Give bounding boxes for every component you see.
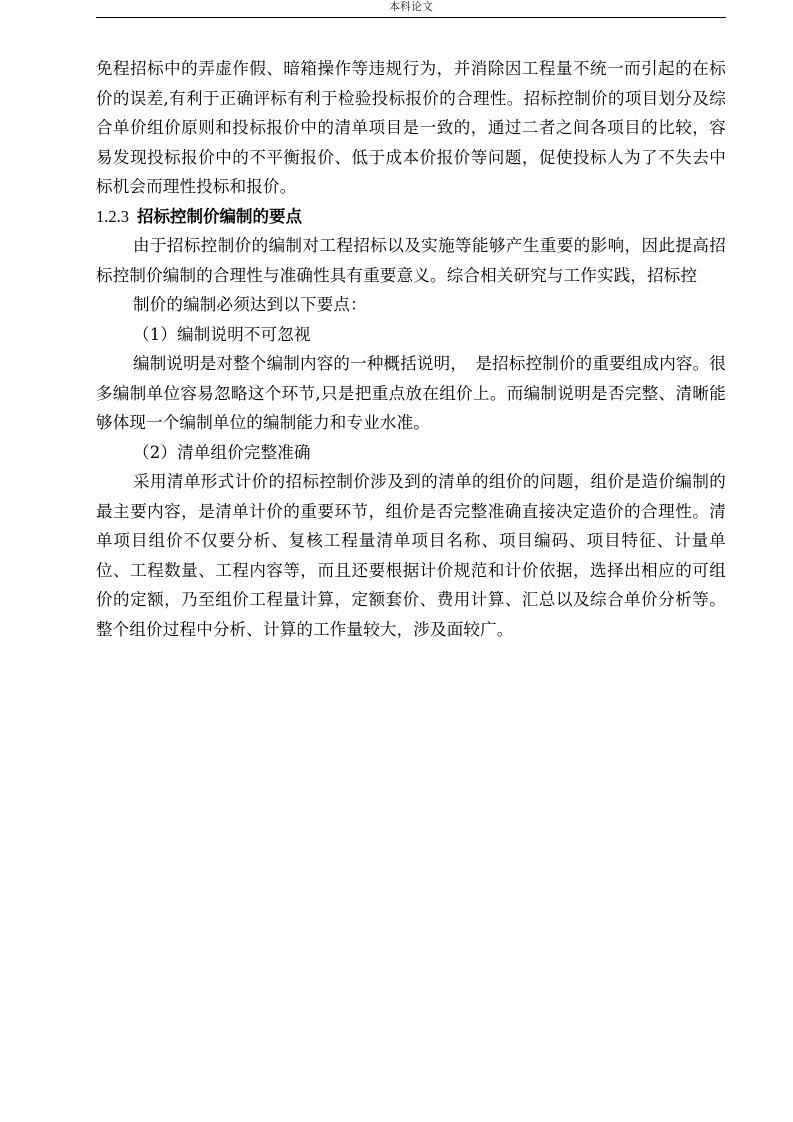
intro-paragraph: 由于招标控制价的编制对工程招标以及实施等能够产生重要的影响，因此提高招标控制价编制的合理性与准确性具有重要意义。综合相关研究与工作实践，招标控 <box>96 236 726 285</box>
running-header-title: 本科论文 <box>389 0 433 13</box>
item-2-heading: （2）清单组价完整准确 <box>133 442 311 462</box>
item-2-paragraph: 采用清单形式计价的招标控制价涉及到的清单的组价的问题，组价是造价编制的最主要内容，是清单计价的重要环节，组价是否完整准确直接决定造价的合理性。清单项目组价不仅要分析、复核工程量清单项目名称、项目编码、项目特征、计量单位、工程数量、工程内容等，而且还要根据计价规范和计价依据，选择出相应的可组价的定额，乃至组价工程量计算，定额套价、费用计算、汇总以及综合单价分析等。整个组价过程中分析、计算的工作量较大，涉及面较广。 <box>96 472 726 639</box>
continuation-paragraph: 免程招标中的弄虚作假、暗箱操作等违规行为，并消除因工程量不统一而引起的在标价的误差,有利于正确评标有利于检验投标报价的合理性。招标控制价的项目划分及综合单价组价原则和投标报价中的清单项目是一致的，通过二者之间各项目的比较，容易发现投标报价中的不平衡报价、低于成本价报价等问题，促使投标人为了不失去中标机会而理性投标和报价。 <box>96 59 726 196</box>
section-number: 1.2.3 <box>96 206 129 226</box>
item-1-heading: （1）编制说明不可忽视 <box>133 324 311 344</box>
page-body <box>96 54 726 644</box>
running-header <box>96 0 726 18</box>
intro-paragraph-continuation: 制价的编制必须达到以下要点： <box>133 295 367 314</box>
section-heading <box>96 202 726 232</box>
section-title: 招标控制价编制的要点 <box>137 206 302 226</box>
item-1-paragraph: 编制说明是对整个编制内容的一种概括说明， 是招标控制价的重要组成内容。很多编制单位容易忽略这个环节,只是把重点放在组价上。而编制说明是否完整、清晰能够体现一个编制单位的编制能力和专业水准。 <box>96 354 726 432</box>
